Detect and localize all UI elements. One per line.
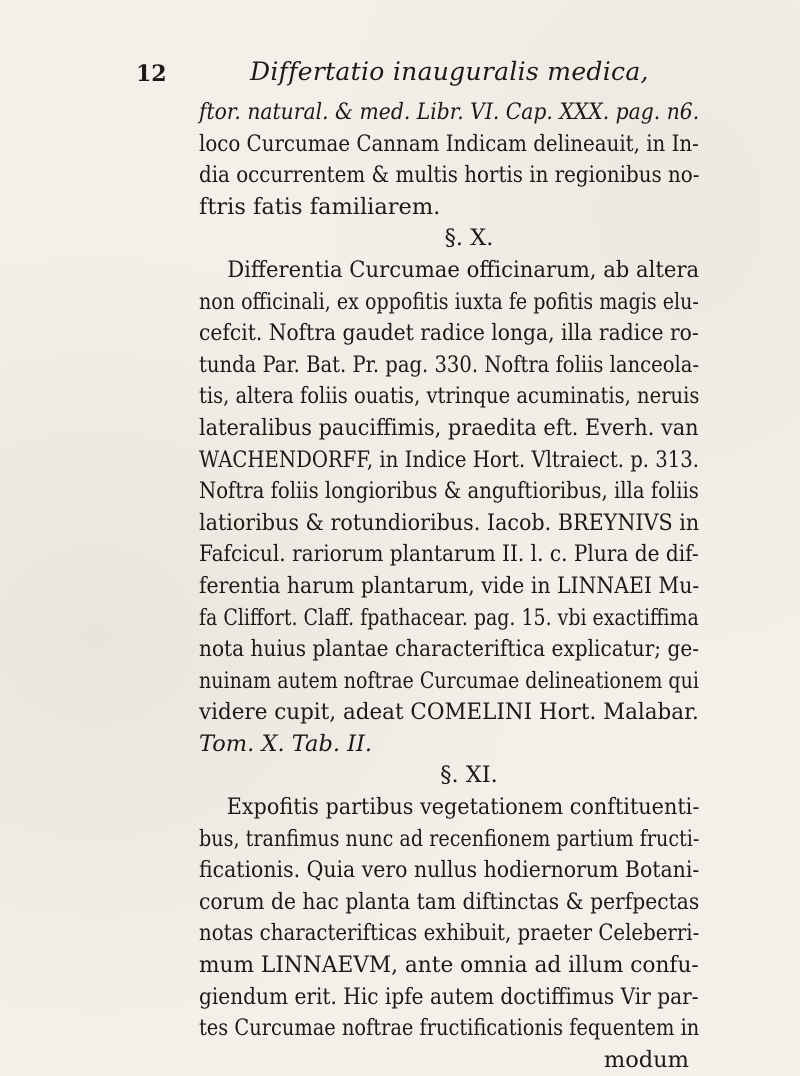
text-line: ftor. natural. & med. Libr. VI. Cap. XXX. pag. n6. [199, 99, 700, 125]
text-line: tunda Par. Bat. Pr. pag. 330. Noftra foliis lanceola- [199, 351, 700, 378]
text-line: Tom. X. Tab. II. [199, 730, 373, 757]
text-line: tes Curcumae noftrae fructificationis fequentem in [199, 1015, 700, 1042]
text-line: latioribus & rotundioribus. Iacob. BREYNIVS in [199, 509, 700, 536]
text-line: Differentia Curcumae officinarum, ab altera [227, 256, 700, 283]
running-title: Differtatio inauguralis medica, [250, 57, 649, 86]
text-line: bus, tranfimus nunc ad recenfionem partium fructi- [199, 825, 700, 852]
text-line: modum [603, 1046, 689, 1073]
text-line: Fafcicul. rariorum plantarum II. l. c. Plura de dif- [199, 541, 699, 568]
text-line: ftris fatis familiarem. [199, 193, 441, 220]
text-line: nota huius plantae characteriftica explicatur; ge- [199, 636, 700, 663]
text-line: mum LINNAEVM, ante omnia ad illum confu- [199, 952, 699, 979]
body-text [199, 97, 699, 1076]
text-line: videre cupit, adeat COMELINI Hort. Malabar. [199, 699, 699, 726]
text-line: ficationis. Quia vero nullus hodiernorum Botani- [199, 857, 700, 884]
page-number: 12 [136, 61, 167, 87]
text-line: Noftra foliis longioribus & anguftioribus, illa foliis [199, 478, 699, 505]
text-line: corum de hac planta tam diftinctas & perfpectas [199, 888, 700, 915]
text-line: giendum erit. Hic ipfe autem doctiffimus Vir par- [199, 983, 699, 1010]
page-header [0, 55, 800, 95]
text-line: WACHENDORFF, in Indice Hort. Vltraiect. p. 313. [199, 446, 699, 473]
section-heading: §. XI. [440, 762, 498, 789]
text-line: loco Curcumae Cannam Indicam delineauit, in In- [199, 130, 699, 157]
text-line: fa Cliffort. Claff. fpathacear. pag. 15. vbi exactiffima [199, 604, 699, 631]
text-line: Expofitis partibus vegetationem conftituenti- [226, 794, 700, 821]
text-line: dia occurrentem & multis hortis in regionibus no- [199, 162, 700, 189]
text-line: notas characterifticas exhibuit, praeter Celeberri- [199, 920, 700, 947]
text-line: lateralibus pauciffimis, praedita eft. Everh. van [199, 414, 699, 441]
text-line: nuinam autem noftrae Curcumae delineationem qui [199, 667, 699, 694]
text-line: cefcit. Noftra gaudet radice longa, illa radice ro- [199, 320, 699, 347]
text-line: non officinali, ex oppofitis iuxta fe pofitis magis elu- [199, 288, 699, 315]
text-line: ferentia harum plantarum, vide in LINNAEI Mu- [199, 572, 700, 599]
section-heading: §. X. [444, 225, 494, 252]
text-line: tis, altera foliis ouatis, vtrinque acuminatis, neruis [199, 383, 700, 410]
